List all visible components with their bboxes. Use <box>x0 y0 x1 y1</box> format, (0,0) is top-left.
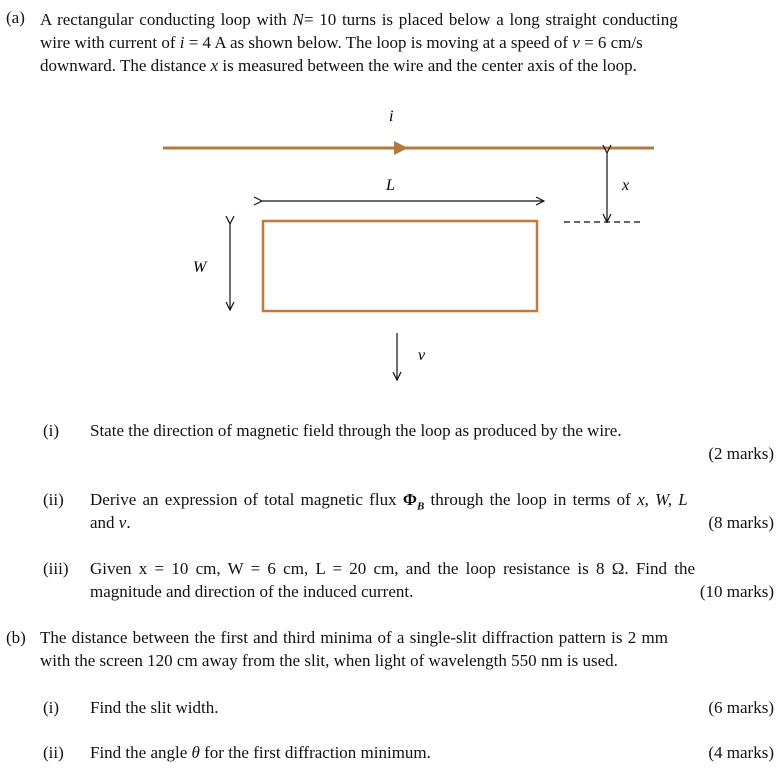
q-a-ii-marks: (8 marks) <box>708 513 774 532</box>
part-a-var-N: N <box>292 10 304 29</box>
phi-symbol <box>402 490 425 513</box>
part-a-marker: (a) <box>6 8 25 27</box>
q-a-ii-line2-v: v <box>118 513 127 532</box>
part-a-line2-c: = 6 cm/s <box>584 33 643 52</box>
current-arrow-icon <box>394 141 408 155</box>
part-b-marker: (b) <box>6 628 26 647</box>
q-a-iii-line1: Given x = 10 cm, W = 6 cm, L = 20 cm, and the loop resistance is 8 Ω. Find the <box>90 559 696 578</box>
q-b-ii-marks: (4 marks) <box>708 743 774 762</box>
q-a-iii-marks: (10 marks) <box>699 582 774 601</box>
part-a-line3-a: downward. The distance <box>40 56 207 75</box>
part-a-var-x: x <box>210 56 219 75</box>
q-b-i-marks: (6 marks) <box>708 698 774 717</box>
q-a-ii-line2-b: . <box>126 513 131 532</box>
q-a-i-marker: (i) <box>43 421 60 440</box>
q-a-ii-text-b: through the loop in terms of <box>430 490 631 509</box>
theta-symbol: θ <box>191 743 200 762</box>
q-a-ii-line2 <box>90 513 131 533</box>
label-current: i <box>389 108 394 125</box>
part-a-var-v: v <box>572 33 580 52</box>
part-a-var-i: i <box>179 33 185 52</box>
label-width: W <box>193 259 207 276</box>
q-b-ii-text <box>90 743 431 763</box>
q-b-ii-text-a: Find the angle <box>90 743 188 762</box>
q-a-ii-line2-a: and <box>90 513 115 532</box>
phi-letter: Φ <box>402 490 417 509</box>
q-a-ii-marker: (ii) <box>43 490 64 509</box>
part-a-line1-b: = 10 turns is placed below a long straight conducting <box>303 10 678 29</box>
q-a-ii-text-a: Derive an expression of total magnetic flux <box>90 490 397 509</box>
q-b-ii-text-b: for the first diffraction minimum. <box>204 743 431 762</box>
q-a-i-text: State the direction of magnetic field through the loop as produced by the wire. <box>90 421 622 440</box>
q-a-ii-line1 <box>90 490 688 512</box>
part-b-line1: The distance between the first and third minima of a single-slit diffraction pattern is 2 mm <box>40 628 668 647</box>
part-a-line1-a: A rectangular conducting loop with <box>40 10 287 29</box>
q-b-i-marker: (i) <box>43 698 60 717</box>
part-a-line3-b: is measured between the wire and the center axis of the loop. <box>222 56 637 75</box>
q-a-i-marks: (2 marks) <box>708 444 774 463</box>
q-b-i-text: Find the slit width. <box>90 698 219 717</box>
rectangular-loop <box>263 221 537 311</box>
label-length: L <box>386 177 395 194</box>
part-a-line2-a: wire with current of <box>40 33 176 52</box>
q-a-iii-marker: (iii) <box>43 559 69 578</box>
q-b-ii-marker: (ii) <box>43 743 64 762</box>
q-a-iii-line2: magnitude and direction of the induced current. <box>90 582 414 601</box>
label-distance: x <box>622 177 630 194</box>
phi-subscript: B <box>416 500 425 513</box>
q-a-ii-vars: x, W, L <box>637 490 688 509</box>
label-velocity: v <box>418 347 426 364</box>
part-a-line2-b: = 4 A as shown below. The loop is moving at a speed of <box>188 33 569 52</box>
part-b-line2: with the screen 120 cm away from the slit, when light of wavelength 550 nm is used. <box>40 651 618 670</box>
